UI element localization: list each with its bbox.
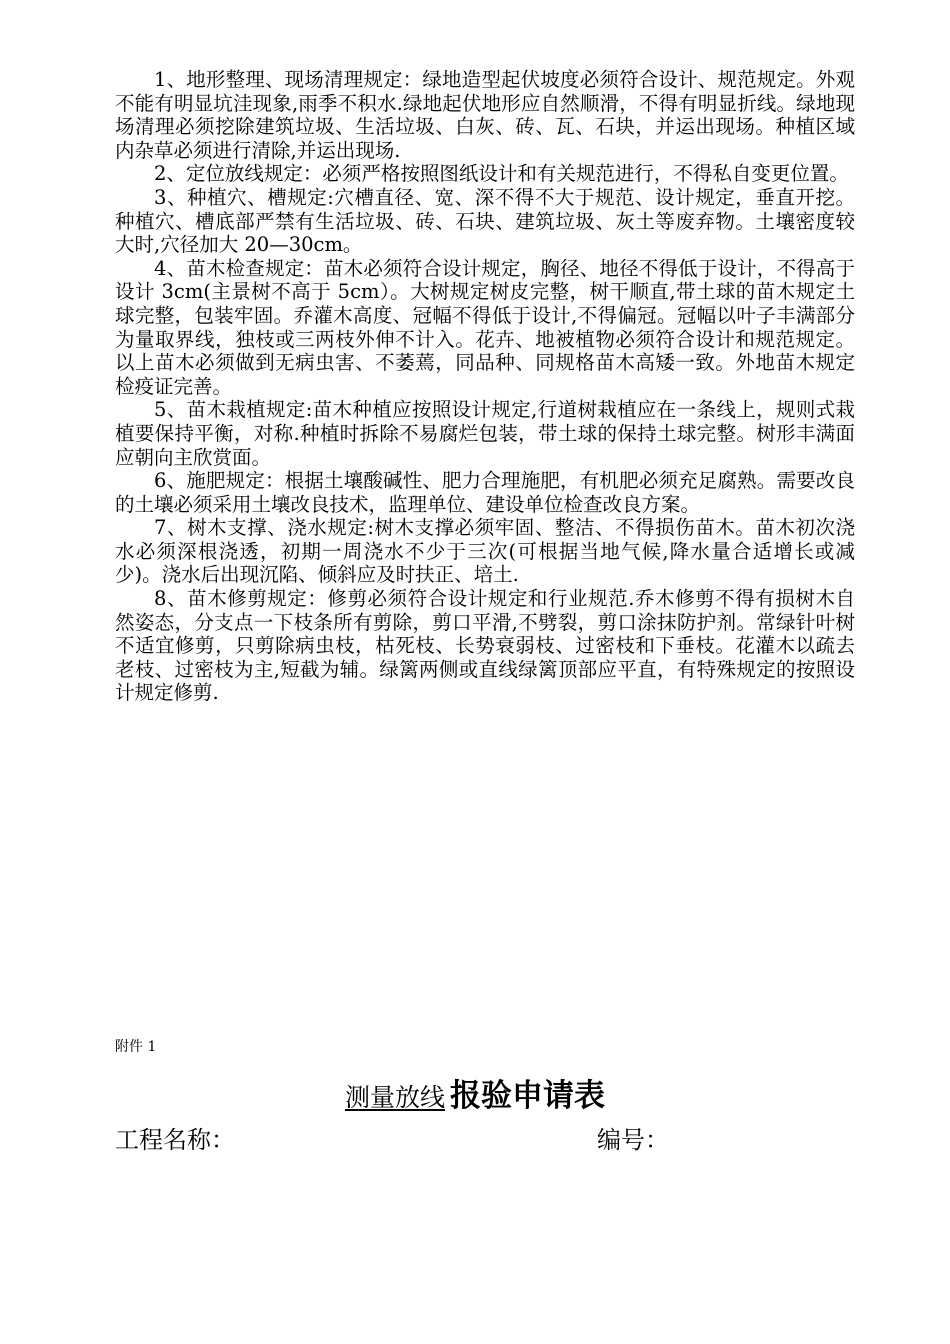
form-title — [0, 1070, 950, 1115]
requirement-paragraph-6: 6、施肥规定：根据土壤酸碱性、肥力合理施肥，有机肥必须充足腐熟。需要改良的土壤必须采用土壤改良技术，监理单位、建设单位检查改良方案。 — [115, 469, 855, 516]
requirements-text-block — [115, 68, 855, 705]
form-title-main: 报验申请表 — [450, 1078, 606, 1114]
number-label: 编号： — [597, 1126, 669, 1154]
requirement-paragraph-5: 5、苗木栽植规定:苗木种植应按照设计规定,行道树栽植应在一条线上，规则式栽植要保持平衡，对称.种植时拆除不易腐烂包装，带土球的保持土球完整。树形丰满面应朝向主欣赏面。 — [115, 398, 855, 469]
requirement-paragraph-1: 1、地形整理、现场清理规定：绿地造型起伏坡度必须符合设计、规范规定。外观不能有明显坑洼现象,雨季不积水.绿地起伏地形应自然顺滑，不得有明显折线。绿地现场清理必须挖除建筑垃圾、生活垃圾、白灰、砖、瓦、石块，并运出现场。种植区域内杂草必须进行清除,并运出现场. — [115, 68, 855, 162]
form-title-subject: 测量放线 — [344, 1083, 445, 1112]
requirement-paragraph-8: 8、苗木修剪规定：修剪必须符合设计规定和行业规范.乔木修剪不得有损树木自然姿态，分支点一下枝条所有剪除，剪口平滑,不劈裂，剪口涂抹防护剂。常绿针叶树不适宜修剪，只剪除病虫枝，枯死枝、长势衰弱枝、过密枝和下垂枝。花灌木以疏去老枝、过密枝为主,短截为辅。绿篱两侧或直线绿篱顶部应平直，有特殊规定的按照设计规定修剪. — [115, 587, 855, 705]
requirement-paragraph-2: 2、定位放线规定：必须严格按照图纸设计和有关规范进行，不得私自变更位置。 — [154, 162, 849, 186]
requirement-paragraph-7: 7、树木支撑、浇水规定:树木支撑必须牢固、整洁、不得损伤苗木。苗木初次浇水必须深根浇透，初期一周浇水不少于三次(可根据当地气候,降水量合适增长或减少)。浇水后出现沉陷、倾斜应及时扶正、培土. — [115, 516, 855, 587]
requirement-paragraph-3: 3、种植穴、槽规定:穴槽直径、宽、深不得不大于规范、设计规定，垂直开挖。种植穴、槽底部严禁有生活垃圾、砖、石块、建筑垃圾、灰土等废弃物。土壤密度较大时,穴径加大 20—30cm。 — [115, 185, 855, 257]
requirement-paragraph-4: 4、苗木检查规定：苗木必须符合设计规定，胸径、地径不得低于设计，不得高于设计 3cm(主景树不高于 5cm）。大树规定树皮完整，树干顺直,带土球的苗木规定土球完整，包装牢固。乔灌木高度、冠幅不得低于设计,不得偏冠。冠幅以叶子丰满部分为量取界线，独枝或三两枝外伸不计入。花卉、地被植物必须符合设计和规范规定。以上苗木必须做到无病虫害、不萎蔫，同品种、同规格苗木高矮一致。外地苗木规定检疫证完善。 — [115, 256, 855, 398]
project-name-label: 工程名称： — [115, 1126, 235, 1154]
attachment-label: 附件 1 — [115, 1039, 157, 1055]
